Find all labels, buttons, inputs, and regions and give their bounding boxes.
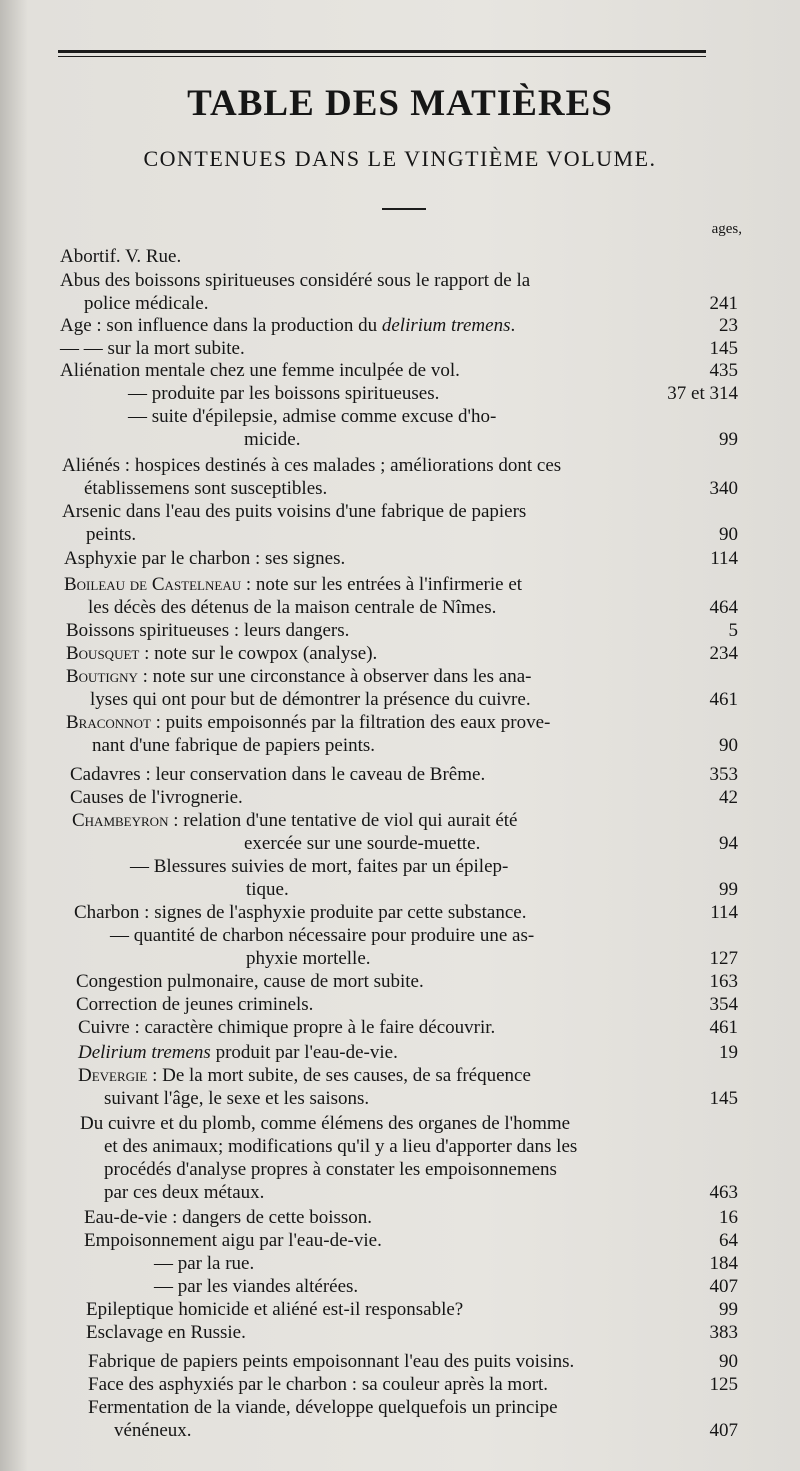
page-number: 16 xyxy=(719,1207,738,1228)
index-line: Boutigny : note sur une circonstance à observer dans les ana- xyxy=(66,666,532,687)
index-line: Causes de l'ivrognerie. xyxy=(70,787,243,808)
index-line: Devergie : De la mort subite, de ses causes, de sa fréquence xyxy=(78,1065,531,1086)
index-line: — quantité de charbon nécessaire pour produire une as- xyxy=(110,925,535,946)
index-line: Eau-de-vie : dangers de cette boisson. xyxy=(84,1207,373,1228)
page-number: 184 xyxy=(709,1253,738,1274)
page-number: 463 xyxy=(709,1182,738,1203)
index-line: — par les viandes altérées. xyxy=(154,1276,359,1297)
page-number: 125 xyxy=(709,1374,738,1395)
index-line: Bousquet : note sur le cowpox (analyse). xyxy=(66,643,378,664)
index-line: les décès des détenus de la maison centrale de Nîmes. xyxy=(88,597,497,618)
page-number: 114 xyxy=(710,902,738,923)
index-line: Du cuivre et du plomb, comme élémens des organes de l'homme xyxy=(80,1113,571,1134)
page-number: 145 xyxy=(709,1088,738,1109)
index-line: nant d'une fabrique de papiers peints. xyxy=(92,735,376,756)
index-line: Abortif. V. Rue. xyxy=(60,246,182,267)
index-line: — Blessures suivies de mort, faites par un épilep- xyxy=(130,856,509,877)
page-number: 461 xyxy=(709,689,738,710)
index-line: procédés d'analyse propres à constater les empoisonnemens xyxy=(104,1159,557,1180)
index-line: — — sur la mort subite. xyxy=(60,338,245,359)
index-line: Esclavage en Russie. xyxy=(86,1322,246,1343)
pages-column-header: ages, xyxy=(711,221,742,237)
index-line: Charbon : signes de l'asphyxie produite par cette substance. xyxy=(74,902,527,923)
index-line: — suite d'épilepsie, admise comme excuse d'ho- xyxy=(128,406,497,427)
page-number: 90 xyxy=(719,1351,738,1372)
page-number: 19 xyxy=(719,1042,738,1063)
index-line: micide. xyxy=(244,429,301,450)
page-number: 241 xyxy=(709,293,738,314)
page-number: 464 xyxy=(709,597,738,618)
page-number: 64 xyxy=(719,1230,738,1251)
page-number: 99 xyxy=(719,1299,738,1320)
index-line: phyxie mortelle. xyxy=(246,948,371,969)
page-number: 90 xyxy=(719,524,738,545)
page-number: 354 xyxy=(709,994,738,1015)
index-line: Boileau de Castelneau : note sur les entrées à l'infirmerie et xyxy=(64,574,523,595)
index-line: tique. xyxy=(246,879,289,900)
index-line: Abus des boissons spiritueuses considéré sous le rapport de la xyxy=(60,270,531,291)
index-line: Aliénés : hospices destinés à ces malades ; améliorations dont ces xyxy=(62,455,562,476)
index-line: Cadavres : leur conservation dans le caveau de Brême. xyxy=(70,764,486,785)
page-number: 234 xyxy=(709,643,738,664)
page-title: TABLE DES MATIÈRES xyxy=(187,83,613,124)
index-line: Congestion pulmonaire, cause de mort subite. xyxy=(76,971,424,992)
index-line: et des animaux; modifications qu'il y a lieu d'apporter dans les xyxy=(104,1136,578,1157)
index-line: Age : son influence dans la production du delirium tremens. xyxy=(60,315,516,336)
index-line: Fabrique de papiers peints empoisonnant l'eau des puits voisins. xyxy=(88,1351,575,1372)
index-line: Correction de jeunes criminels. xyxy=(76,994,314,1015)
page-number: 383 xyxy=(709,1322,738,1343)
page-number: 340 xyxy=(709,478,738,499)
page-number: 42 xyxy=(719,787,738,808)
index-line: Delirium tremens produit par l'eau-de-vie. xyxy=(78,1042,398,1063)
index-line: Asphyxie par le charbon : ses signes. xyxy=(64,548,346,569)
index-line: — produite par les boissons spiritueuses. xyxy=(128,383,440,404)
index-line: Epileptique homicide et aliéné est-il responsable? xyxy=(86,1299,464,1320)
page-number: 407 xyxy=(709,1276,738,1297)
page-number: 163 xyxy=(709,971,738,992)
index-line: Chambeyron : relation d'une tentative de viol qui aurait été xyxy=(72,810,518,831)
index-line: suivant l'âge, le sexe et les saisons. xyxy=(104,1088,370,1109)
page-number: 461 xyxy=(709,1017,738,1038)
index-line: Arsenic dans l'eau des puits voisins d'une fabrique de papiers xyxy=(62,501,527,522)
page-number: 5 xyxy=(728,620,738,641)
page-number: 23 xyxy=(719,315,738,336)
index-line: Fermentation de la viande, développe quelquefois un principe xyxy=(88,1397,558,1418)
index-line: lyses qui ont pour but de démontrer la présence du cuivre. xyxy=(90,689,531,710)
page-number: 94 xyxy=(719,833,738,854)
page-number: 145 xyxy=(709,338,738,359)
index-line: police médicale. xyxy=(84,293,209,314)
page-number: 127 xyxy=(709,948,738,969)
index-line: Aliénation mentale chez une femme inculpée de vol. xyxy=(60,360,460,381)
page-number: 99 xyxy=(719,879,738,900)
page-number: 353 xyxy=(709,764,738,785)
page-number: 37 et 314 xyxy=(667,383,738,404)
index-line: établissemens sont susceptibles. xyxy=(84,478,328,499)
index-line: Empoisonnement aigu par l'eau-de-vie. xyxy=(84,1230,382,1251)
index-line: par ces deux métaux. xyxy=(104,1182,265,1203)
index-line: Boissons spiritueuses : leurs dangers. xyxy=(66,620,350,641)
page-number: 99 xyxy=(719,429,738,450)
index-line: vénéneux. xyxy=(114,1420,192,1441)
page-number: 435 xyxy=(709,360,738,381)
page-number: 114 xyxy=(710,548,738,569)
page-number: 90 xyxy=(719,735,738,756)
index-line: exercée sur une sourde-muette. xyxy=(244,833,481,854)
index-line: Cuivre : caractère chimique propre à le faire découvrir. xyxy=(78,1017,496,1038)
index-line: peints. xyxy=(86,524,137,545)
index-line: — par la rue. xyxy=(154,1253,255,1274)
page-subtitle: CONTENUES DANS LE VINGTIÈME VOLUME. xyxy=(143,146,657,171)
index-line: Braconnot : puits empoisonnés par la filtration des eaux prove- xyxy=(66,712,551,733)
page-number: 407 xyxy=(709,1420,738,1441)
index-line: Face des asphyxiés par le charbon : sa couleur après la mort. xyxy=(88,1374,549,1395)
